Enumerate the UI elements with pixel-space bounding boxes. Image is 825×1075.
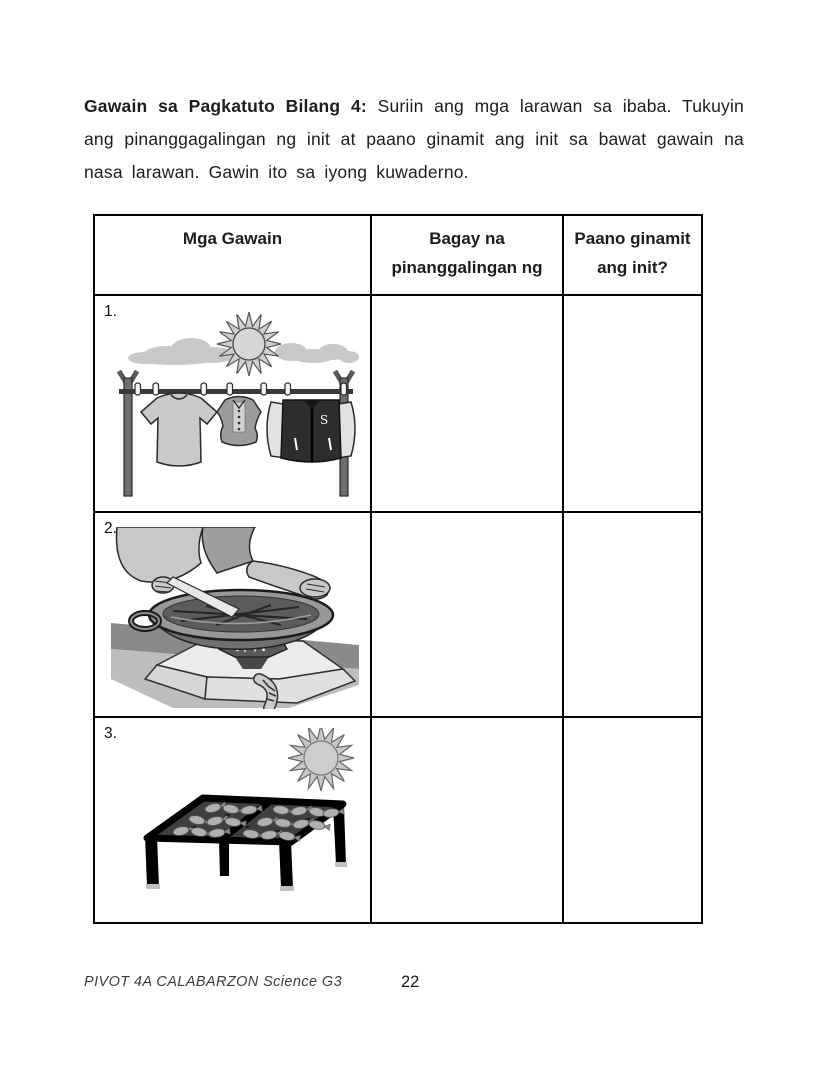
row-number: 1. bbox=[104, 303, 117, 320]
activity-cell-row2 bbox=[95, 513, 372, 718]
header-line: Paano ginamit bbox=[574, 229, 691, 248]
row-number: 3. bbox=[104, 725, 117, 742]
header-bagay-na-pinanggalingan bbox=[372, 216, 564, 296]
source-of-heat-answer-cell-2 bbox=[372, 513, 564, 718]
row-number: 2. bbox=[104, 520, 117, 537]
hand-on-rim bbox=[300, 579, 330, 597]
activity-instructions bbox=[84, 90, 744, 189]
activity-table bbox=[93, 214, 703, 924]
fish-drying-under-sun-illustration bbox=[125, 728, 355, 900]
header-line: ang init? bbox=[597, 258, 668, 277]
cook-person bbox=[117, 527, 329, 599]
header-mga-gawain bbox=[95, 216, 372, 296]
heat-usage-answer-cell-2 bbox=[564, 513, 701, 718]
heat-usage-answer-cell-1 bbox=[564, 296, 701, 513]
footer-module-title: PIVOT 4A CALABARZON Science G3 bbox=[84, 974, 343, 990]
jacket bbox=[267, 400, 355, 462]
heat-usage-answer-cell-3 bbox=[564, 718, 701, 922]
tshirt bbox=[141, 393, 217, 466]
activity-cell-row1 bbox=[95, 296, 372, 513]
activity-title: Gawain sa Pagkatuto Bilang 4: bbox=[84, 96, 367, 116]
jacket-letter: S bbox=[320, 413, 329, 427]
sun-icon bbox=[217, 312, 281, 376]
sun-icon bbox=[288, 728, 354, 791]
activity-cell-row3 bbox=[95, 718, 372, 922]
source-of-heat-answer-cell-3 bbox=[372, 718, 564, 922]
header-paano-ginamit bbox=[564, 216, 701, 296]
clothes-drying-under-sun-illustration bbox=[111, 312, 359, 502]
header-line: Bagay na bbox=[429, 229, 505, 248]
header-line: pinanggalingan ng bbox=[391, 258, 543, 277]
page-number: 22 bbox=[401, 973, 420, 991]
header-line: Mga Gawain bbox=[182, 229, 283, 248]
activity-instructions-text: Suriin ang mga larawan sa ibaba. Tukuyin ang pinanggagalingan ng init at paano ginamit ang init sa bawat gawain na nasa larawan. Gawin ito sa iyong kuwaderno. bbox=[84, 96, 744, 182]
source-of-heat-answer-cell-1 bbox=[372, 296, 564, 513]
cooking-on-gas-stove-illustration bbox=[111, 527, 359, 709]
blouse bbox=[217, 397, 261, 446]
